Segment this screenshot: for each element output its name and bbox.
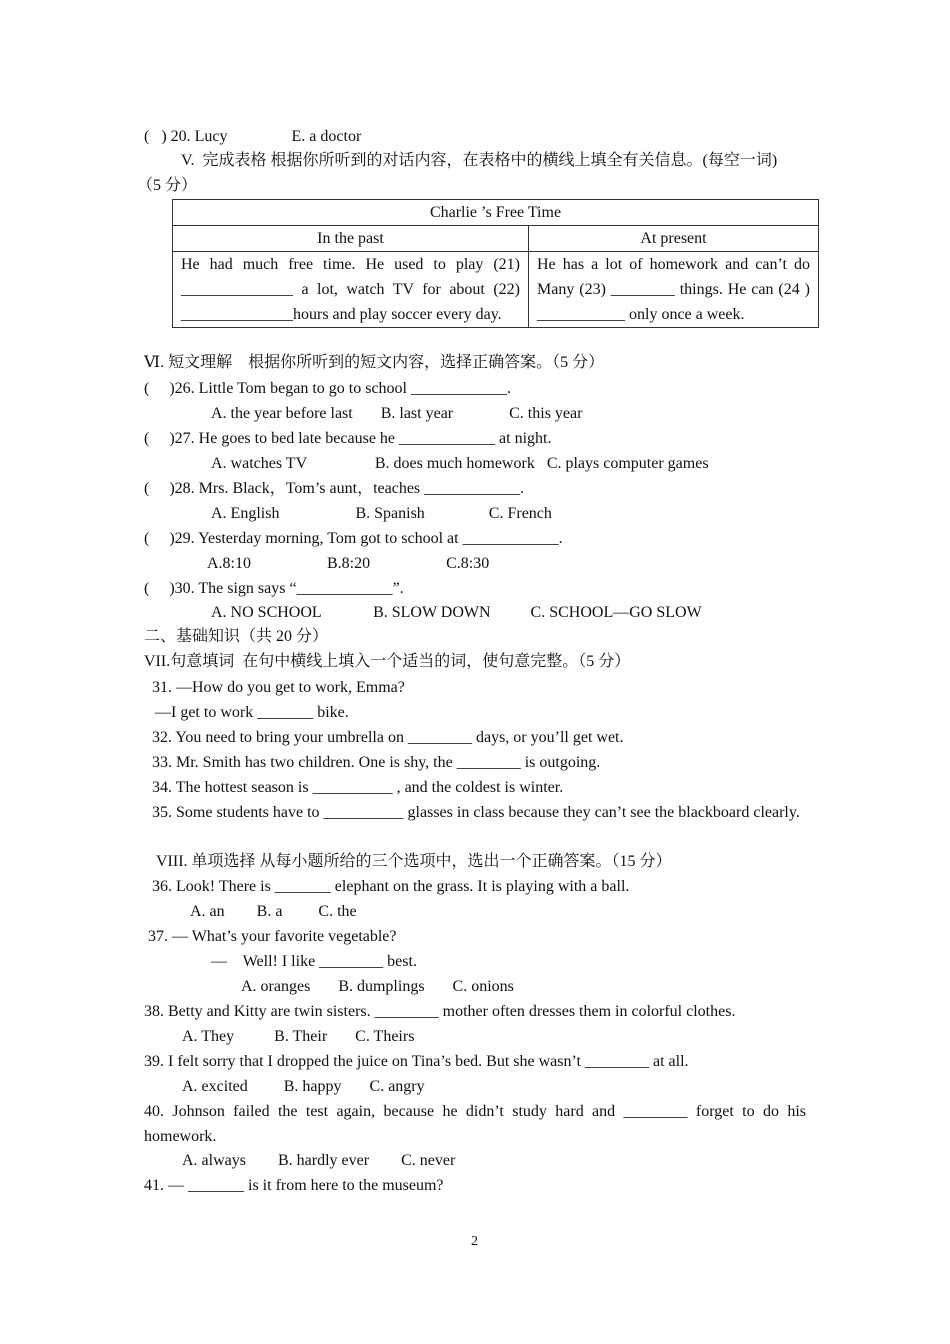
question-31-line-2: —I get to work _______ bike. — [155, 704, 349, 721]
question-20: ( ) 20. Lucy E. a doctor — [144, 128, 362, 145]
question-38: 38. Betty and Kitty are twin sisters. ________ mother often dresses them in colorful clothes. — [144, 1003, 736, 1020]
question-39-options: A. excited B. happy C. angry — [182, 1078, 425, 1095]
question-37-line-2: — Well! I like ________ best. — [211, 953, 417, 970]
question-40: 40. Johnson failed the test again, because he didn’t study hard and ________ forget to do his homework. — [144, 1103, 806, 1145]
column-header-present: At present — [529, 226, 819, 252]
section-8-heading: VIII. 单项选择 从每小题所给的三个选项中，选出一个正确答案。（15 分） — [156, 853, 672, 870]
free-time-table — [172, 199, 819, 328]
question-26-options: A. the year before last B. last year C. this year — [211, 405, 583, 422]
page-number: 2 — [471, 1234, 478, 1249]
question-38-options: A. They B. Their C. Theirs — [182, 1028, 415, 1045]
section-5-score: （5 分） — [137, 177, 198, 194]
question-32: 32. You need to bring your umbrella on ________ days, or you’ll get wet. — [152, 729, 624, 746]
section-7-heading: VII.句意填词 在句中横线上填入一个适当的词，使句意完整。（5 分） — [144, 653, 631, 670]
question-29: ( )29. Yesterday morning, Tom got to school at ____________. — [144, 530, 563, 547]
question-41: 41. — _______ is it from here to the museum? — [144, 1177, 444, 1194]
question-27: ( )27. He goes to bed late because he ____________ at night. — [144, 430, 552, 447]
cell-past: He had much free time. He used to play (21) ______________ a lot, watch TV for about (22) ______________hours and play soccer every day. — [173, 252, 529, 328]
table-title: Charlie ’s Free Time — [173, 200, 819, 226]
question-30-options: A. NO SCHOOL B. SLOW DOWN C. SCHOOL—GO SLOW — [211, 604, 702, 621]
cell-present: He has a lot of homework and can’t do Many (23) ________ things. He can (24 ) ___________ only once a week. — [529, 252, 819, 328]
question-27-options: A. watches TV B. does much homework C. plays computer games — [211, 455, 709, 472]
question-33: 33. Mr. Smith has two children. One is shy, the ________ is outgoing. — [152, 754, 601, 771]
question-35: 35. Some students have to __________ glasses in class because they can’t see the blackboard clearly. — [152, 804, 800, 821]
question-31-line-1: 31. —How do you get to work, Emma? — [152, 679, 405, 696]
section-5-heading: V. 完成表格 根据你所听到的对话内容，在表格中的横线上填全有关信息。(每空一词) — [181, 152, 778, 169]
question-28-options: A. English B. Spanish C. French — [211, 505, 552, 522]
question-36-options: A. an B. a C. the — [190, 903, 357, 920]
column-header-past: In the past — [173, 226, 529, 252]
section-6-heading: Ⅵ. 短文理解 根据你所听到的短文内容，选择正确答案。（5 分） — [144, 354, 605, 371]
question-36: 36. Look! There is _______ elephant on the grass. It is playing with a ball. — [152, 878, 630, 895]
question-28: ( )28. Mrs. Black，Tom’s aunt，teaches ____________. — [144, 480, 525, 497]
question-34: 34. The hottest season is __________ , and the coldest is winter. — [152, 779, 564, 796]
question-30: ( )30. The sign says “____________”. — [144, 580, 404, 597]
question-26: ( )26. Little Tom began to go to school ____________. — [144, 380, 511, 397]
question-37-options: A. oranges B. dumplings C. onions — [241, 978, 514, 995]
question-39: 39. I felt sorry that I dropped the juice on Tina’s bed. But she wasn’t ________ at all. — [144, 1053, 689, 1070]
question-29-options: A.8:10 B.8:20 C.8:30 — [207, 555, 490, 572]
part-2-heading: 二、基础知识（共 20 分） — [144, 628, 329, 645]
question-37-line-1: 37. — What’s your favorite vegetable? — [148, 928, 397, 945]
question-40-options: A. always B. hardly ever C. never — [182, 1152, 456, 1169]
